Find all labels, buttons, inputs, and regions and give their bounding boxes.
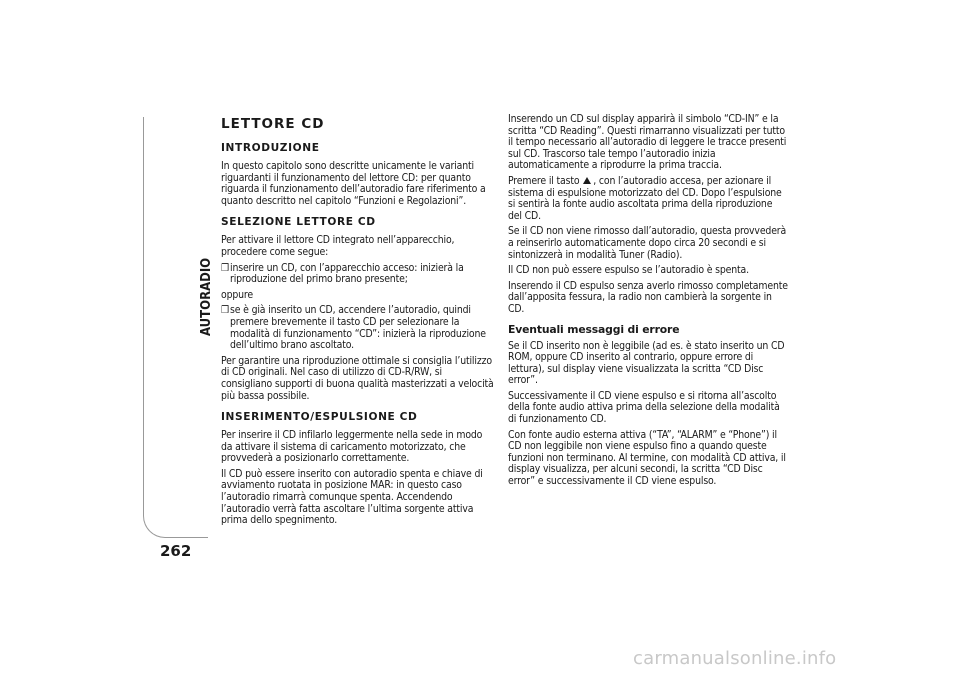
checkbox-bullet-icon: ❒ — [221, 305, 229, 317]
paragraph: Successivamente il CD viene espulso e si ritorna all’ascolto della fonte audio attiva prima della selezione della modalità di funzionamento CD. — [508, 389, 780, 426]
right-column — [508, 114, 788, 492]
paragraph: Se il CD non viene rimosso dall’autoradio, questa provvederà a reinserirlo automaticamente dopo circa 20 secondi e si sintonizzerà in modalità Tuner (Radio). — [508, 225, 787, 261]
section-side-label: AUTORADIO — [199, 257, 214, 336]
paragraph: Per garantire una riproduzione ottimale si consiglia l’utilizzo di CD originali. Nel caso di utilizzo di CD-R/RW, si consigliano supporti di buona qualità masterizzati a velocità più bassa possibile. — [221, 354, 494, 402]
list-item — [221, 263, 495, 286]
list-item-text: inserire un CD, con l’apparecchio acceso: inizierà la riproduzione del primo brano presente; — [230, 261, 464, 286]
paragraph: Il CD non può essere espulso se l’autoradio è spenta. — [508, 264, 749, 277]
paragraph: Per inserire il CD infilarlo leggermente nella sede in modo da attivare il sistema di caricamento motorizzato, che provvederà a posizionarlo correttamente. — [221, 429, 483, 465]
paragraph: Inserendo un CD sul display apparirà il simbolo “CD-IN” e la scritta “CD Reading”. Questi rimarranno visualizzati per tutto il tempo necessario all’autoradio di leggere le tracce presenti sul CD. Trascorso tale tempo l’autoradio inizia automaticamente a riprodurre la prima traccia. — [508, 113, 787, 172]
paragraph: Per attivare il lettore CD integrato nell’apparecchio, procedere come segue: — [221, 234, 455, 258]
paragraph-eject — [508, 176, 788, 222]
paragraph: Il CD può essere inserito con autoradio spenta e chiave di avviamento ruotata in posizione MAR: in questo caso l’autoradio rimarrà comunque spenta. Accendendo l’autoradio verrà fatta ascoltare l’ultima sorgente attiva prima dello spegnimento. — [221, 467, 483, 527]
left-column — [221, 116, 495, 531]
heading-inserimento: INSERIMENTO/ESPULSIONE CD — [221, 411, 418, 424]
paragraph: Se il CD inserito non è leggibile (ad es. è stato inserito un CD ROM, oppure CD inserito al contrario, oppure errore di lettura), sul display viene visualizzata la scritta “CD Disc error”. — [508, 339, 785, 387]
heading-errori: Eventuali messaggi di errore — [508, 322, 680, 336]
watermark: carmanualsonline.info — [633, 648, 837, 669]
page-title: LETTORE CD — [221, 116, 325, 132]
paragraph: Inserendo il CD espulso senza averlo rimosso completamente dall’apposita fessura, la radio non cambierà la sorgente in CD. — [508, 279, 788, 315]
eject-triangle-icon — [583, 177, 591, 184]
heading-selezione: SELEZIONE LETTORE CD — [221, 216, 376, 229]
paragraph-eject-end: , con l’autoradio accesa, per azionare il sistema di espulsione motorizzato del CD. Dopo l’espulsione si sentirà la fonte audio ascoltata prima della riproduzione del CD. — [508, 174, 782, 222]
page-number: 262 — [160, 542, 192, 560]
checkbox-bullet-icon: ❒ — [221, 262, 229, 274]
paragraph: Con fonte audio esterna attiva (“TA”, “ALARM” e “Phone”) il CD non leggibile non viene espulso fino a quando queste funzioni non terminano. Al termine, con modalità CD attiva, il display visualizza, per alcuni secondi, la scritta “CD Disc error” e successivamente il CD viene espulso. — [508, 428, 786, 488]
list-item — [221, 305, 495, 351]
heading-introduzione: INTRODUZIONE — [221, 142, 320, 154]
paragraph-eject-start: Premere il tasto — [508, 174, 580, 187]
paragraph-or: oppure — [221, 288, 253, 301]
list-item-text: se è già inserito un CD, accendere l’autoradio, quindi premere brevemente il tasto CD per selezionare la modalità di funzionamento “CD”: inizierà la riproduzione dell’ultimo brano ascoltato. — [230, 304, 486, 352]
paragraph: In questo capitolo sono descritte unicamente le varianti riguardanti il funzionamento del lettore CD: per quanto riguarda il funzionamento dell’autoradio fare riferimento a quanto descritto nel capitolo “Funzioni e Regolazioni”. — [221, 160, 486, 207]
